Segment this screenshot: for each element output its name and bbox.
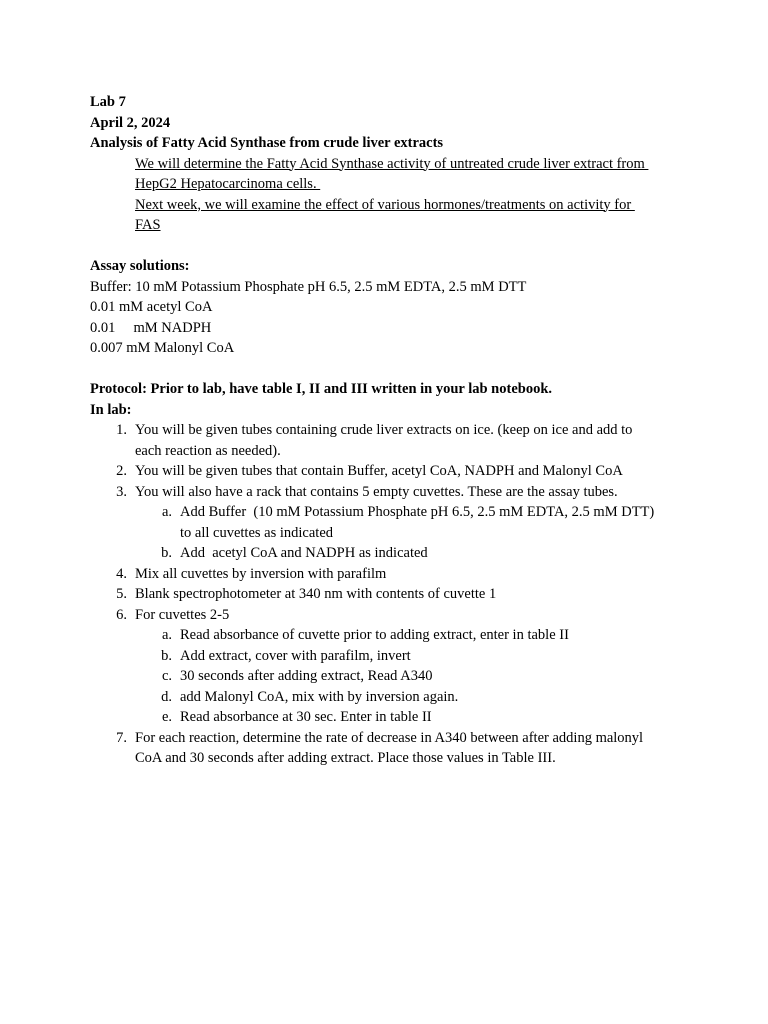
substep-line: Add acetyl CoA and NADPH as indicated: [180, 545, 428, 561]
step-item: [90, 728, 708, 769]
step-line: You will be given tubes containing crude liver extracts on ice. (keep on ice and add to: [135, 422, 633, 438]
step-line: You will also have a rack that contains 5 empty cuvettes. These are the assay tubes.: [135, 483, 618, 500]
substep-letter: c.: [161, 668, 172, 684]
substep-item: [135, 666, 708, 687]
substep-text: [180, 646, 708, 667]
assay-line: 0.007 mM Malonyl CoA: [90, 340, 235, 356]
step-text: [135, 482, 708, 503]
substep-letter: d.: [161, 688, 172, 705]
protocol-subheading: In lab:: [90, 401, 132, 418]
substep-line: to all cuvettes as indicated: [180, 524, 334, 541]
step-item: [90, 461, 708, 482]
assay-line: 0.01 mM NADPH: [90, 319, 212, 336]
substep-letter: a.: [161, 627, 172, 643]
substep-line: add Malonyl CoA, mix with by inversion again.: [180, 688, 459, 705]
step-item: [90, 420, 708, 461]
step-text: [135, 584, 708, 605]
step-line: Blank spectrophotometer at 340 nm with contents of cuvette 1: [135, 586, 497, 602]
protocol-steps: [90, 420, 708, 769]
step-text: [135, 728, 708, 769]
step-line: For cuvettes 2-5: [135, 606, 230, 623]
step-number: 7.: [116, 729, 127, 746]
step-line: For each reaction, determine the rate of decrease in A340 between after adding malonyl: [135, 729, 644, 746]
step-line: Mix all cuvettes by inversion with parafilm: [135, 565, 387, 582]
intro-line: Next week, we will examine the effect of various hormones/treatments on activity for: [135, 196, 635, 213]
substep-letter: e.: [161, 709, 172, 725]
step-text: [135, 461, 708, 482]
substep-text: [180, 687, 708, 708]
substep-item: [135, 625, 708, 646]
intro-line: HepG2 Hepatocarcinoma cells.: [135, 176, 321, 192]
step-number: 5.: [116, 586, 127, 602]
step-number: 2.: [116, 463, 127, 479]
substep-line: Read absorbance of cuvette prior to adding extract, enter in table II: [180, 627, 569, 643]
substep-item: [135, 687, 708, 708]
substep-item: [135, 707, 708, 728]
assay-line: Buffer: 10 mM Potassium Phosphate pH 6.5, 2.5 mM EDTA, 2.5 mM DTT: [90, 278, 527, 295]
substep-item: [135, 543, 708, 564]
assay-heading: Assay solutions:: [90, 258, 190, 274]
step-item: [90, 584, 708, 605]
substep-text: [180, 502, 708, 543]
substep-letter: b.: [161, 545, 172, 561]
protocol-heading: Protocol: Prior to lab, have table I, II and III written in your lab notebook.: [90, 381, 553, 397]
intro-line: FAS: [135, 217, 161, 233]
step-number: 4.: [116, 565, 127, 582]
substep-letter: a.: [161, 504, 172, 520]
step-text: [135, 564, 708, 585]
substep-line: Add Buffer (10 mM Potassium Phosphate pH 6.5, 2.5 mM EDTA, 2.5 mM DTT): [180, 504, 655, 520]
substep-item: [135, 646, 708, 667]
step-text: [135, 605, 708, 626]
step-item: [90, 482, 708, 503]
step-number: 3.: [116, 483, 127, 500]
intro-line: We will determine the Fatty Acid Synthase activity of untreated crude liver extract from: [135, 155, 649, 172]
step-line: CoA and 30 seconds after adding extract. Place those values in Table III.: [135, 750, 556, 766]
step-item: [90, 564, 708, 585]
intro-block: [90, 154, 708, 236]
lab-date: April 2, 2024: [90, 114, 171, 131]
step-line: You will be given tubes that contain Buffer, acetyl CoA, NADPH and Malonyl CoA: [135, 463, 623, 479]
step-line: each reaction as needed).: [135, 442, 281, 459]
step-number: 6.: [116, 606, 127, 623]
substep-line: 30 seconds after adding extract, Read A340: [180, 668, 433, 684]
substep-line: Add extract, cover with parafilm, invert: [180, 647, 411, 664]
substep-text: [180, 625, 708, 646]
substep-text: [180, 666, 708, 687]
lab-title: Analysis of Fatty Acid Synthase from crude liver extracts: [90, 135, 444, 151]
substep-item: [135, 502, 708, 543]
step-text: [135, 420, 708, 461]
substep-text: [180, 543, 708, 564]
step-number: 1.: [116, 422, 127, 438]
substep-text: [180, 707, 708, 728]
assay-line: 0.01 mM acetyl CoA: [90, 299, 213, 315]
substep-letter: b.: [161, 647, 172, 664]
step-item: [90, 605, 708, 626]
substep-line: Read absorbance at 30 sec. Enter in table II: [180, 709, 432, 725]
lab-number: Lab 7: [90, 94, 126, 110]
